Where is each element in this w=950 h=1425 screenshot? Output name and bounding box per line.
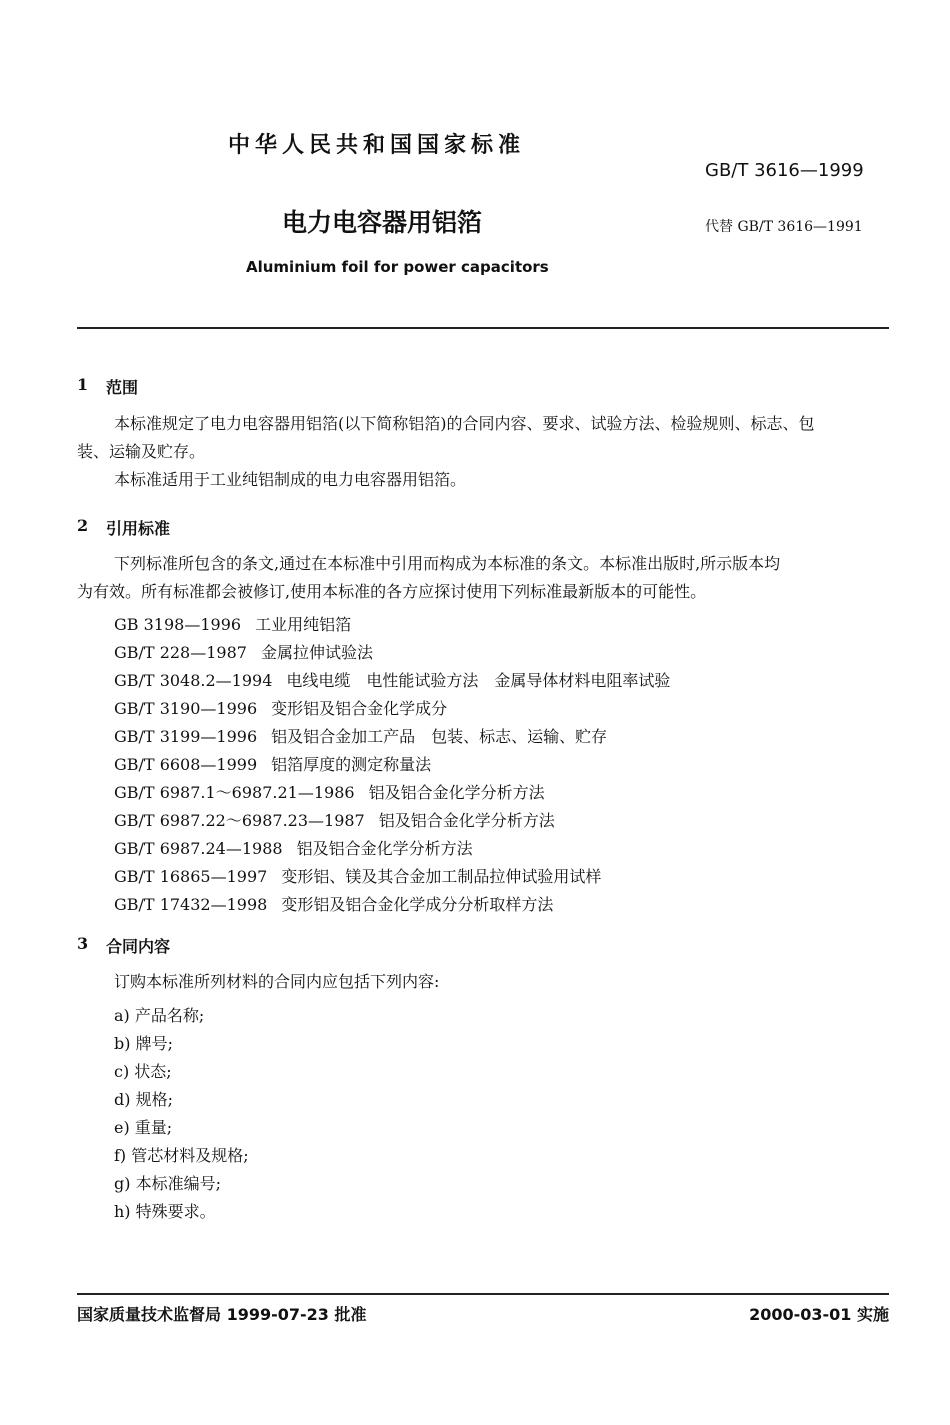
reference-row [114, 808, 555, 831]
list-item: f) 管芯材料及规格; [114, 1146, 249, 1165]
reference-code: GB/T 6987.24—1988 [114, 839, 283, 858]
reference-code: GB/T 3199—1996 [114, 727, 258, 746]
reference-code: GB/T 3048.2—1994 [114, 671, 273, 690]
reference-code: GB/T 3190—1996 [114, 699, 258, 718]
reference-name: 变形铝及铝合金化学成分分析取样方法 [281, 895, 554, 914]
reference-name: 工业用纯铝箔 [255, 615, 352, 634]
reference-name: 铝及铝合金化学分析方法 [296, 839, 473, 858]
reference-row [114, 864, 601, 887]
list-item: b) 牌号; [114, 1034, 173, 1053]
section-3-title: 合同内容 [106, 937, 171, 956]
section-1-paragraph-2: 本标准适用于工业纯铝制成的电力电容器用铝箔。 [114, 470, 467, 489]
reference-code: GB/T 228—1987 [114, 643, 247, 662]
list-item: h) 特殊要求。 [114, 1202, 216, 1221]
reference-row [114, 724, 607, 747]
document-title-en: Aluminium foil for power capacitors [246, 258, 549, 276]
reference-name: 变形铝、镁及其合金加工制品拉伸试验用试样 [281, 867, 602, 886]
section-2-title: 引用标准 [106, 519, 171, 538]
reference-row [114, 780, 545, 803]
reference-row [114, 892, 553, 915]
reference-name: 电线电缆 电性能试验方法 金属导体材料电阻率试验 [286, 671, 671, 690]
national-standard-heading: 中华人民共和国国家标准 [228, 133, 526, 158]
document-title-cn: 电力电容器用铝箔 [282, 208, 483, 237]
section-1-paragraph-1-line-1: 本标准规定了电力电容器用铝箔(以下简称铝箔)的合同内容、要求、试验方法、检验规则、标志、包 [114, 414, 815, 433]
reference-name: 铝及铝合金化学分析方法 [368, 783, 545, 802]
section-2-intro-line-1: 下列标准所包含的条文,通过在本标准中引用而构成为本标准的条文。本标准出版时,所示版本均 [114, 554, 781, 573]
reference-name: 铝及铝合金化学分析方法 [378, 811, 555, 830]
reference-name: 金属拉伸试验法 [260, 643, 373, 662]
section-2-number: 2 [77, 516, 89, 535]
replaces-standard: 代替 GB/T 3616—1991 [705, 219, 863, 235]
reference-code: GB 3198—1996 [114, 615, 242, 634]
reference-code: GB/T 6987.22～6987.23—1987 [114, 811, 365, 830]
reference-row [114, 668, 670, 691]
reference-row [114, 640, 373, 663]
approval-line: 国家质量技术监督局 1999-07-23 批准 [77, 1305, 367, 1324]
reference-code: GB/T 6987.1～6987.21—1986 [114, 783, 355, 802]
reference-code: GB/T 17432—1998 [114, 895, 268, 914]
reference-row [114, 696, 447, 719]
reference-name: 变形铝及铝合金化学成分 [271, 699, 448, 718]
list-item: c) 状态; [114, 1062, 172, 1081]
section-1-title: 范围 [106, 378, 139, 397]
section-2-intro-line-2: 为有效。所有标准都会被修订,使用本标准的各方应探讨使用下列标准最新版本的可能性。 [77, 582, 707, 601]
footer-divider [77, 1293, 889, 1295]
section-1-number: 1 [77, 375, 89, 394]
reference-name: 铝箔厚度的测定称量法 [271, 755, 432, 774]
list-item: d) 规格; [114, 1090, 173, 1109]
list-item: e) 重量; [114, 1118, 173, 1137]
section-3-number: 3 [77, 934, 89, 953]
reference-row [114, 612, 351, 635]
reference-code: GB/T 16865—1997 [114, 867, 268, 886]
reference-name: 铝及铝合金加工产品 包装、标志、运输、贮存 [271, 727, 608, 746]
section-1-paragraph-1-line-2: 装、运输及贮存。 [77, 442, 206, 461]
reference-code: GB/T 6608—1999 [114, 755, 258, 774]
header-divider [77, 327, 889, 329]
reference-row [114, 836, 473, 859]
implementation-date: 2000-03-01 实施 [749, 1305, 889, 1324]
standard-number: GB/T 3616—1999 [705, 160, 864, 181]
reference-row [114, 752, 431, 775]
list-item: a) 产品名称; [114, 1006, 205, 1025]
list-item: g) 本标准编号; [114, 1174, 221, 1193]
section-3-intro: 订购本标准所列材料的合同内应包括下列内容: [114, 972, 440, 991]
